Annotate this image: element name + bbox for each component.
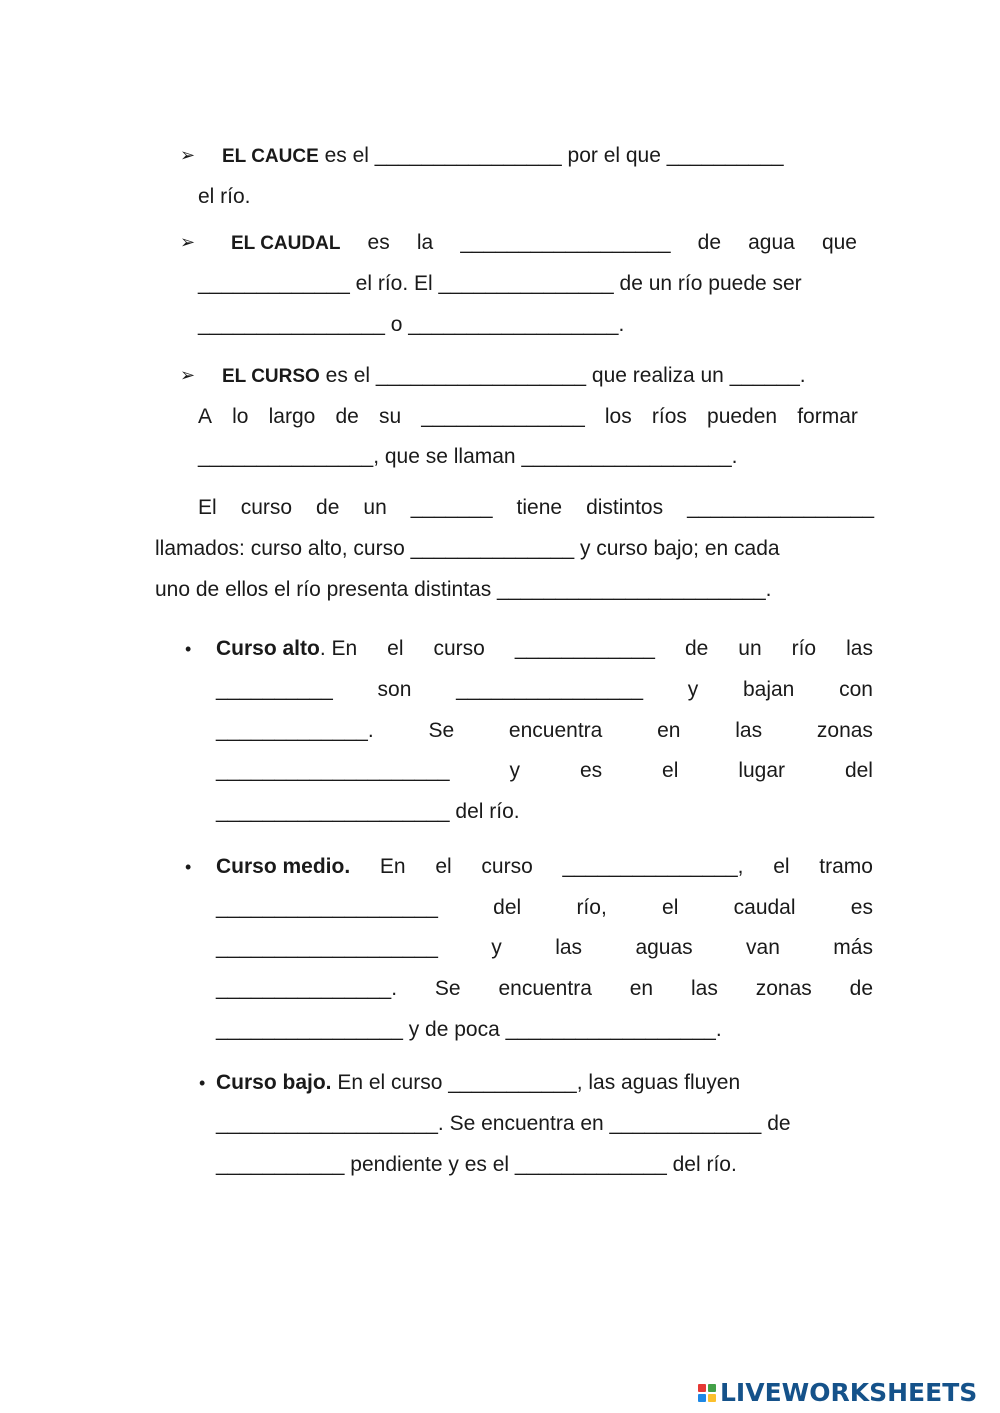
blank: _____________.	[216, 719, 374, 742]
blank: ________________	[456, 678, 643, 701]
word: un	[738, 637, 762, 660]
blank: ___________________	[216, 936, 438, 959]
liveworksheets-mark-icon	[698, 1384, 716, 1402]
bajo-text-1: En el curso ___________, las aguas fluyen	[331, 1071, 741, 1094]
dot-bullet-icon: •	[185, 857, 192, 877]
medio-line-3	[216, 935, 873, 961]
blank: ____________	[514, 637, 655, 660]
blank: ____________________	[216, 759, 450, 782]
word: pueden	[707, 405, 778, 428]
word: . En	[319, 637, 358, 660]
cauce-line-2: el río.	[198, 185, 251, 208]
cauce-title: EL CAUCE	[222, 146, 319, 167]
para-line-2: llamados: curso alto, curso ______________ y curso bajo; en cada	[155, 537, 780, 560]
word: en	[629, 977, 654, 1000]
word: río	[791, 637, 817, 660]
word: su	[378, 405, 402, 428]
word: largo	[268, 405, 316, 428]
arrow-bullet-icon: ➢	[180, 365, 196, 386]
alto-lead	[216, 636, 357, 662]
bajo-line-3: ___________ pendiente y es el _____________ del río.	[216, 1153, 737, 1176]
curso-title: EL CURSO	[222, 366, 320, 387]
word: y	[509, 759, 521, 782]
alto-line-2	[216, 677, 873, 703]
word: Se	[434, 977, 461, 1000]
word: las	[555, 936, 583, 959]
liveworksheets-logo	[698, 1379, 977, 1407]
alto-line-5: ____________________ del río.	[216, 800, 520, 823]
word: un	[363, 496, 387, 519]
word: zonas	[816, 719, 873, 742]
dot-bullet-icon: •	[185, 639, 192, 659]
word: que	[821, 231, 857, 254]
alto-line-4	[216, 758, 873, 784]
word: lo	[232, 405, 249, 428]
word: del	[844, 759, 873, 782]
word: agua	[748, 231, 795, 254]
curso-line-1	[222, 363, 806, 390]
curso-text-1: es el __________________ que realiza un ______.	[319, 364, 806, 387]
word: son	[377, 678, 412, 701]
word: con	[839, 678, 873, 701]
liveworksheets-wordmark: LIVEWORKSHEETS	[720, 1378, 978, 1407]
medio-line-1	[216, 854, 873, 880]
alto-title: Curso alto	[216, 637, 320, 660]
word: distintos	[586, 496, 664, 519]
word: encuentra	[498, 977, 592, 1000]
blank: __________	[216, 678, 333, 701]
word: lugar	[738, 759, 786, 782]
word: el	[773, 855, 790, 878]
word: formar	[797, 405, 858, 428]
word: en	[657, 719, 681, 742]
word: y	[687, 678, 699, 701]
medio-title: Curso medio.	[216, 855, 351, 878]
para-line-1	[198, 495, 874, 521]
word: de	[316, 496, 340, 519]
blank: ___________________	[216, 896, 438, 919]
word: río,	[576, 896, 607, 919]
medio-line-2	[216, 895, 873, 921]
word: caudal	[733, 896, 796, 919]
word: tramo	[819, 855, 873, 878]
word: tiene	[516, 496, 563, 519]
word: ríos	[651, 405, 687, 428]
word: van	[746, 936, 780, 959]
dot-bullet-icon: •	[199, 1073, 206, 1093]
bajo-line-2: ___________________. Se encuentra en _____________ de	[216, 1112, 791, 1135]
word: de	[684, 637, 709, 660]
word: el	[662, 759, 679, 782]
cauce-line-1	[222, 143, 784, 170]
word: los	[604, 405, 632, 428]
word: El	[198, 496, 217, 519]
medio-line-5: ________________ y de poca __________________.	[216, 1018, 722, 1041]
para-line-3: uno de ellos el río presenta distintas _______________________.	[155, 578, 772, 601]
word: las	[690, 977, 718, 1000]
blank: ______________	[421, 405, 585, 428]
word: es	[579, 759, 603, 782]
word: zonas	[755, 977, 812, 1000]
alto-line-3	[216, 718, 873, 744]
alto-line-1	[216, 636, 873, 662]
bajo-line-1	[216, 1070, 740, 1096]
word: curso	[240, 496, 293, 519]
word: el	[387, 637, 404, 660]
word: del	[493, 896, 522, 919]
word: Se	[428, 719, 455, 742]
blank: _______	[410, 496, 493, 519]
arrow-bullet-icon: ➢	[180, 232, 196, 253]
word: las	[735, 719, 763, 742]
word: curso	[433, 637, 485, 660]
word: curso	[481, 855, 533, 878]
word: de	[849, 977, 873, 1000]
word: de	[335, 405, 359, 428]
blank: _______________,	[562, 855, 744, 878]
curso-line-2	[198, 404, 858, 430]
word: bajan	[742, 678, 795, 701]
logo-square	[708, 1384, 716, 1392]
blank: __________________	[460, 231, 671, 254]
word: En	[379, 855, 406, 878]
word: A	[198, 405, 213, 428]
word: y	[491, 936, 502, 959]
word: el	[662, 896, 679, 919]
cauce-text-1: es el ________________ por el que __________	[318, 144, 784, 167]
word: es	[850, 896, 873, 919]
blank: ________________	[687, 496, 874, 519]
logo-square	[698, 1394, 706, 1402]
word: encuentra	[508, 719, 603, 742]
curso-line-3: _______________, que se llaman __________________.	[198, 445, 738, 468]
arrow-bullet-icon: ➢	[180, 145, 196, 166]
word: es	[367, 231, 390, 254]
word: la	[416, 231, 434, 254]
caudal-line-2: _____________ el río. El _______________ de un río puede ser	[198, 272, 802, 295]
word: las	[846, 637, 873, 660]
word: más	[833, 936, 873, 959]
bajo-title: Curso bajo.	[216, 1071, 332, 1094]
word: aguas	[635, 936, 693, 959]
blank: _______________.	[216, 977, 398, 1000]
word: el	[435, 855, 452, 878]
caudal-line-1	[231, 230, 857, 257]
caudal-line-3: ________________ o __________________.	[198, 313, 625, 336]
caudal-title: EL CAUDAL	[231, 233, 341, 254]
word: de	[697, 231, 722, 254]
logo-square	[698, 1384, 706, 1392]
logo-square	[708, 1394, 716, 1402]
medio-line-4	[216, 976, 873, 1002]
